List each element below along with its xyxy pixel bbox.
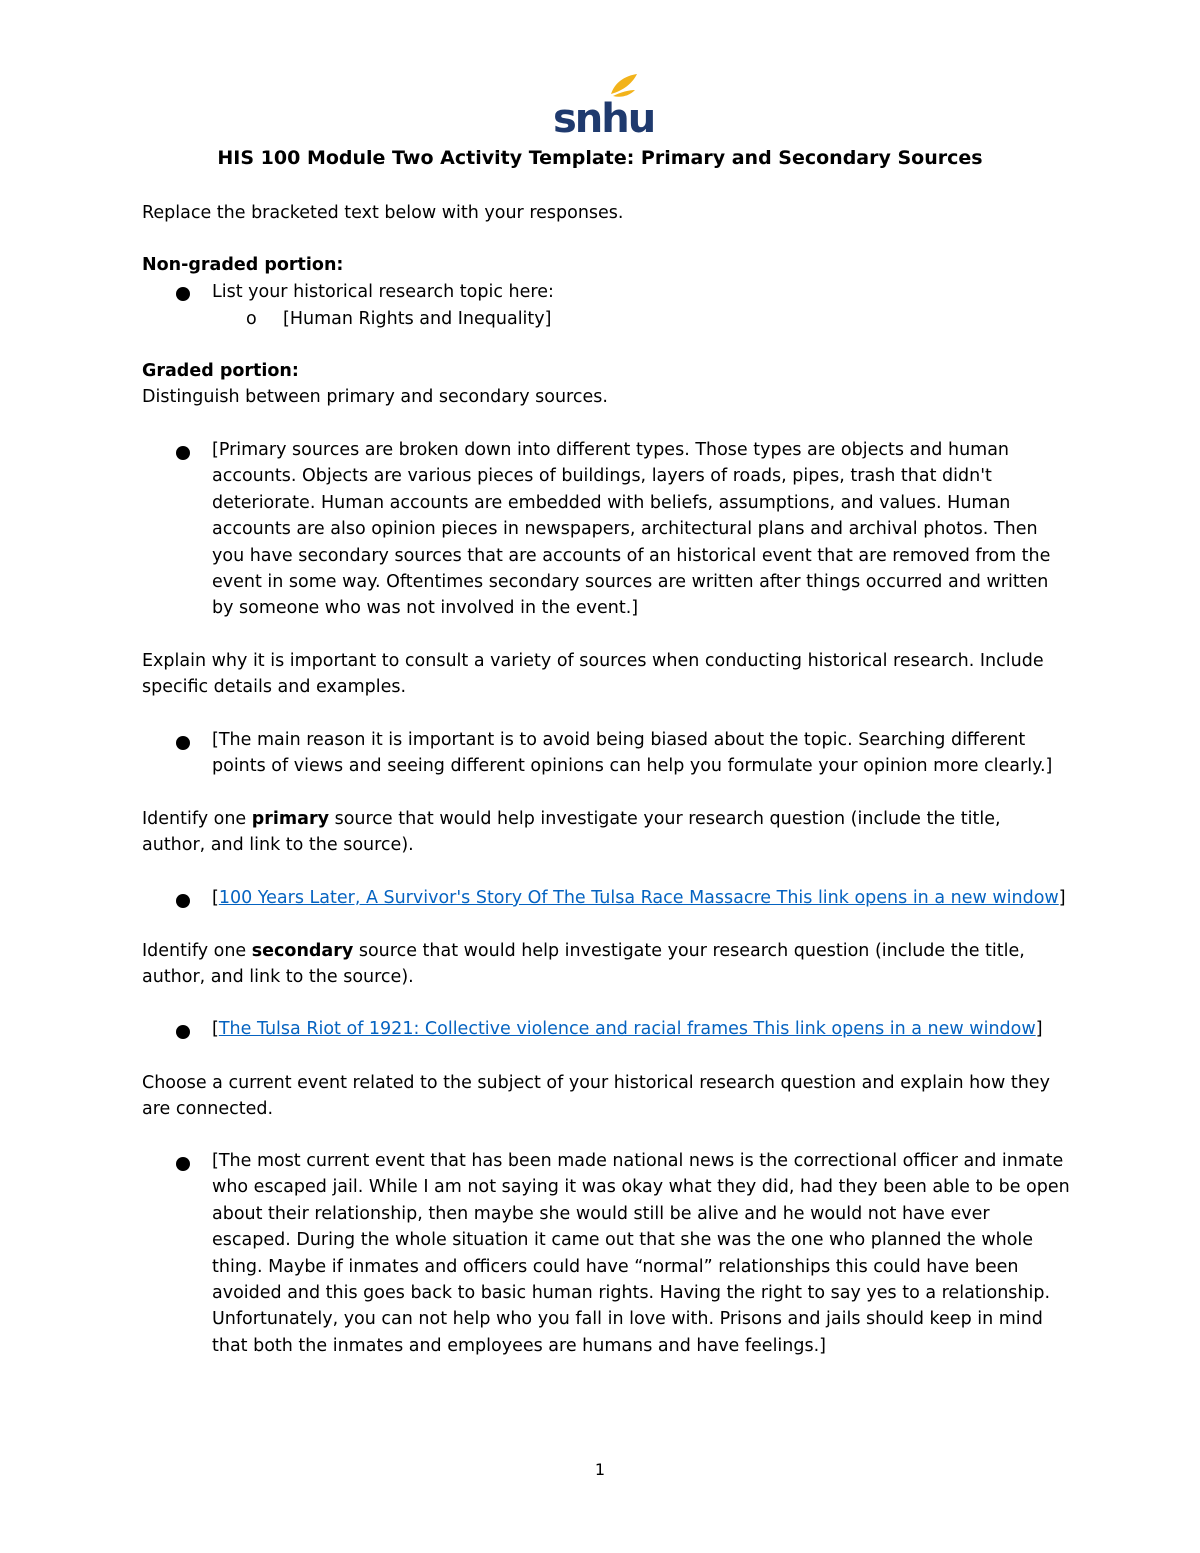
- answer-3: [100 Years Later, A Survivor's Story Of The Tulsa Race Massacre This link opens in a new window]: [212, 888, 1066, 908]
- bullet-icon: [176, 894, 190, 908]
- answer-4: [The Tulsa Riot of 1921: Collective violence and racial frames This link opens in a new window]: [212, 1019, 1043, 1039]
- question-1: Distinguish between primary and secondary sources.: [142, 387, 608, 407]
- graded-heading: Graded portion:: [142, 361, 299, 381]
- document-title: HIS 100 Module Two Activity Template: Primary and Secondary Sources: [217, 147, 983, 169]
- topic-prompt: List your historical research topic here:: [212, 282, 554, 302]
- bullet-icon: [176, 446, 190, 460]
- secondary-source-link[interactable]: The Tulsa Riot of 1921: Collective violence and racial frames This link opens in a new window: [218, 1019, 1036, 1039]
- question-3: Identify one primary source that would help investigate your research question (include the title, author, and link to the source).: [142, 809, 1001, 856]
- question-4: Identify one secondary source that would help investigate your research question (include the title, author, and link to the source).: [142, 941, 1025, 988]
- topic-answer: [Human Rights and Inequality]: [283, 309, 552, 329]
- answer-5: [The most current event that has been made national news is the correctional officer and inmate who escaped jail. While I am not saying it was okay what they did, had they been able to be open about their relationship, then maybe she would still be alive and he would not have ever escaped. During the whole situation it came out that she was the one who planned the whole thing. Maybe if inmates and officers could have “normal” relationships this could have been avoided and this goes back to basic human rights. Having the right to say yes to a relationship. Unfortunately, you can not help who you fall in love with. Prisons and jails should keep in mind that both the inmates and employees are humans and have feelings.]: [212, 1151, 1070, 1356]
- answer-1: [Primary sources are broken down into different types. Those types are objects and human accounts. Objects are various pieces of buildings, layers of roads, pipes, trash that didn't deteriorate. Human accounts are embedded with beliefs, assumptions, and values. Human accounts are also opinion pieces in newspapers, architectural plans and archival photos. Then you have secondary sources that are accounts of an historical event that are removed from the event in some way. Oftentimes secondary sources are written after things occurred and written by someone who was not involved in the event.]: [212, 440, 1051, 619]
- svg-text:snhu: snhu: [553, 96, 655, 142]
- bullet-icon: [176, 1025, 190, 1039]
- answer-2: [The main reason it is important is to avoid being biased about the topic. Searching different points of views and seeing different opinions can help you formulate your opinion more clearly.]: [212, 730, 1053, 777]
- question-2: Explain why it is important to consult a variety of sources when conducting historical research. Include specific details and examples.: [142, 651, 1044, 698]
- bullet-icon: [176, 1157, 190, 1171]
- sub-bullet-icon: o: [246, 309, 257, 329]
- bullet-icon: [176, 736, 190, 750]
- instructions-text: Replace the bracketed text below with your responses.: [142, 203, 624, 223]
- primary-source-link[interactable]: 100 Years Later, A Survivor's Story Of The Tulsa Race Massacre This link opens in a new window: [218, 888, 1059, 908]
- bullet-icon: [176, 287, 190, 301]
- page-number: 1: [594, 1460, 606, 1479]
- question-5: Choose a current event related to the subject of your historical research question and explain how they are connected.: [142, 1073, 1050, 1120]
- snhu-logo: [553, 74, 655, 142]
- non-graded-heading: Non-graded portion:: [142, 255, 344, 275]
